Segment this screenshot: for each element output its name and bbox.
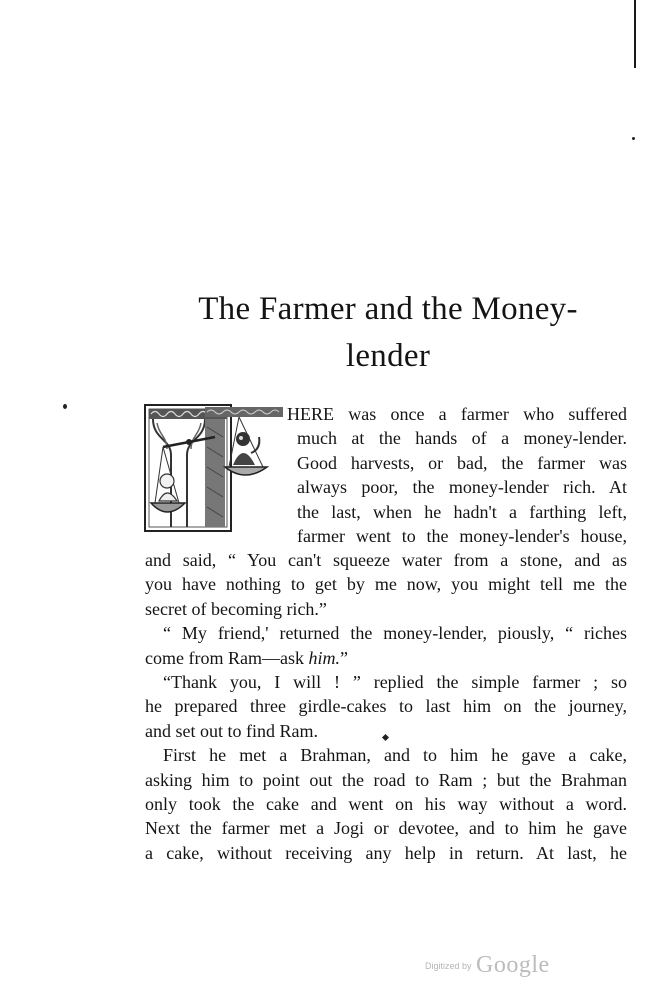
text-line: you have nothing to get by me now, you might tell me the: [145, 574, 627, 595]
text-line: only took the cake and went on his way without a word.: [145, 794, 627, 815]
text-segment: come from Ram—ask: [145, 647, 309, 668]
text-line: Next the farmer met a Jogi or devotee, and to him he gave: [145, 818, 627, 839]
text-line: and set out to find Ram.: [145, 720, 318, 741]
text-line: always poor, the money-lender rich. At: [297, 477, 627, 498]
watermark-prefix: Digitized by: [425, 961, 472, 971]
text-line: “ My friend,' returned the money-lender, piously, “ riches: [163, 623, 627, 644]
text-line: secret of becoming rich.”: [145, 598, 327, 619]
illustrated-drop-cap: [143, 403, 285, 538]
text-line: much at the hands of a money-lender.: [297, 428, 627, 449]
text-line: and said, “ You can't squeeze water from a stone, and as: [145, 550, 627, 570]
text-line: he prepared three girdle-cakes to last him on the journey,: [145, 696, 627, 717]
text-line: a cake, without receiving any help in return. At last, he: [145, 842, 627, 863]
text-line: the last, when he hadn't a farthing left,: [297, 501, 627, 522]
text-line: First he met a Brahman, and to him he gave a cake,: [163, 745, 627, 766]
emphasized-word: him.: [308, 647, 340, 668]
text-line: HERE was once a farmer who suffered: [287, 404, 627, 424]
drop-cap-illustration: [143, 403, 285, 538]
page-speck: [632, 137, 635, 140]
body-text: [145, 548, 627, 865]
chapter-title: The Farmer and the Money- lender: [198, 291, 578, 374]
page-speck: [63, 404, 67, 409]
text-line: asking him to point out the road to Ram ; but the Brahman: [145, 769, 627, 790]
text-line: Good harvests, or bad, the farmer was: [297, 452, 627, 473]
opening-paragraph: [287, 402, 627, 548]
text-line-ask-him: [145, 646, 627, 670]
digitized-watermark: [425, 952, 550, 979]
closing-quote: ”: [339, 647, 348, 668]
page-edge-line: [634, 0, 636, 68]
watermark-brand: Google: [475, 952, 550, 978]
text-line: “Thank you, I will ! ” replied the simple farmer ; so: [163, 672, 627, 693]
text-line: farmer went to the money-lender's house,: [297, 526, 627, 547]
